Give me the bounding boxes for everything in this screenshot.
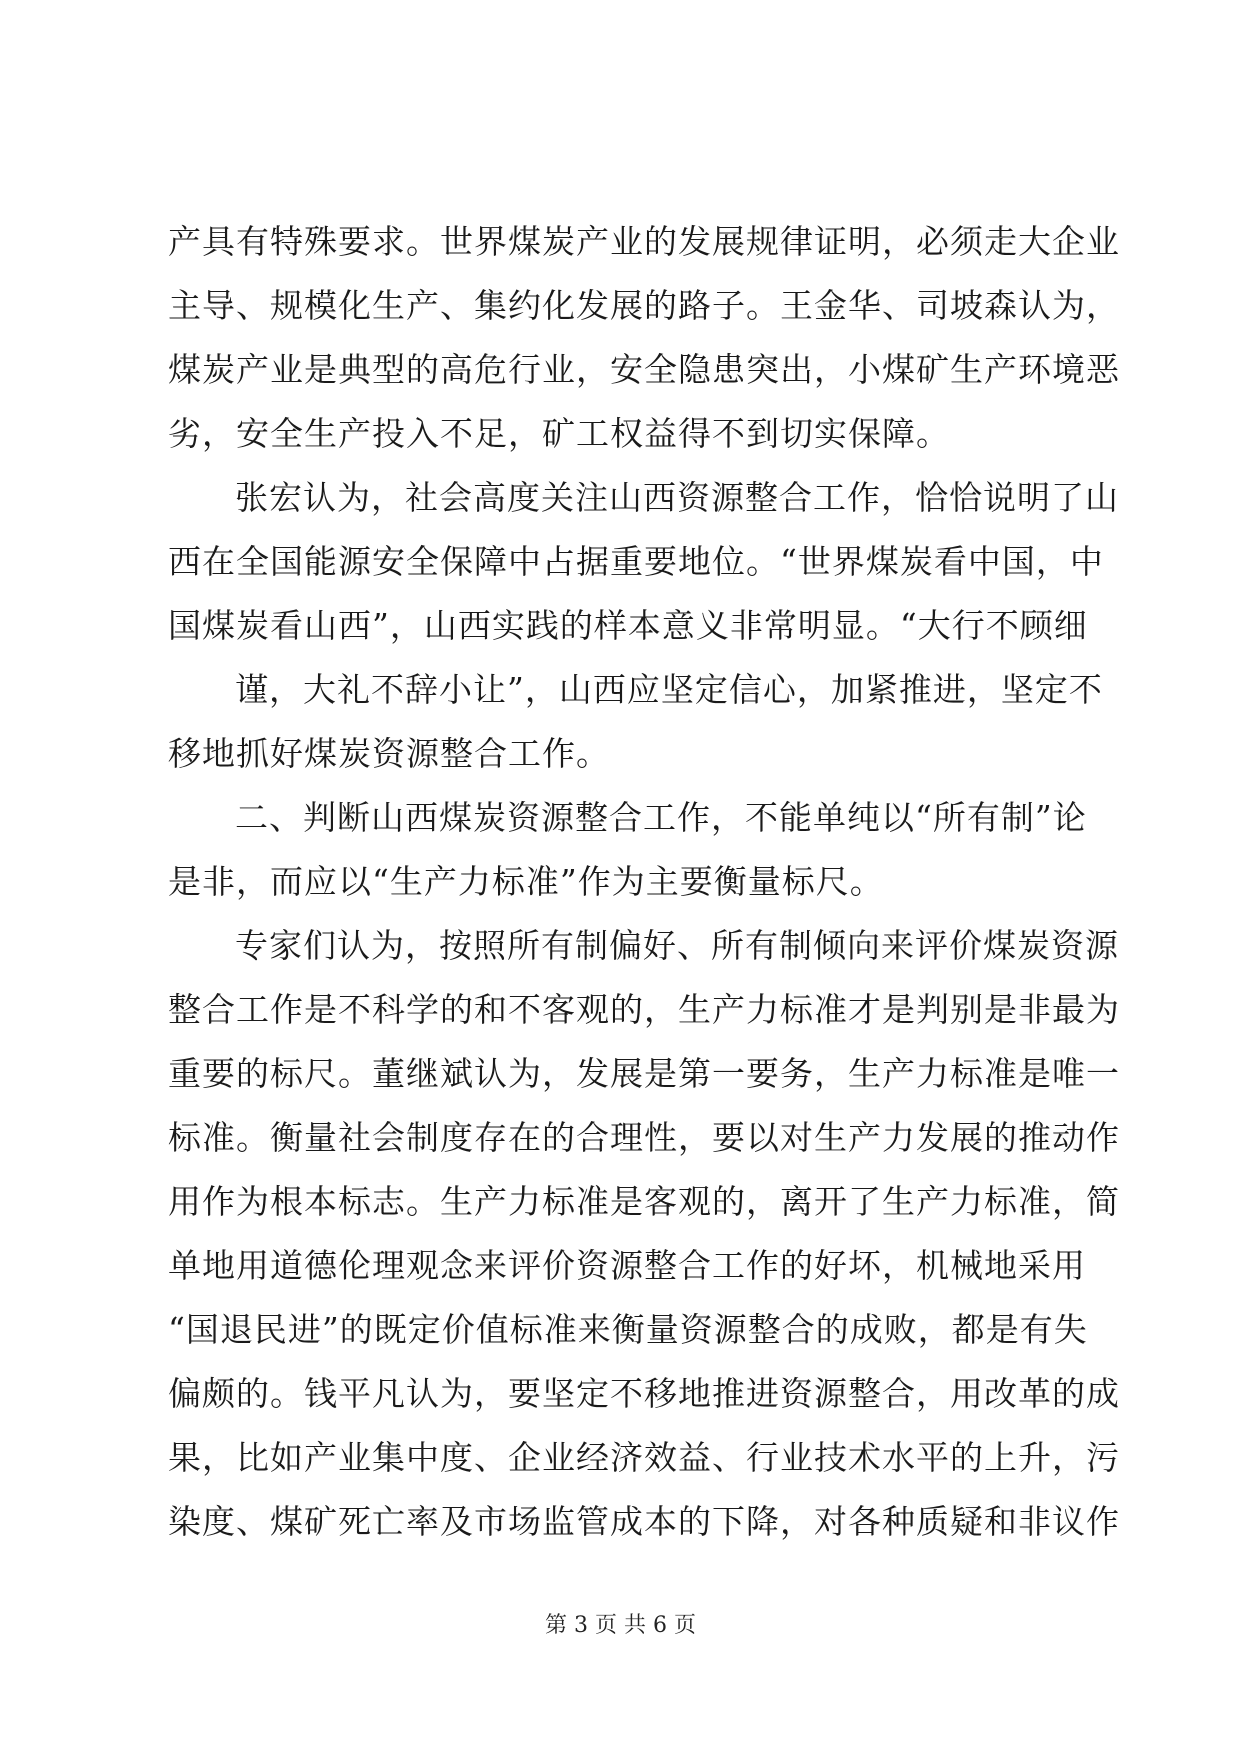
document-body (168, 210, 1120, 1554)
text-line: 主导、规模化生产、集约化发展的路子。王金华、司坡森认为， (168, 286, 1120, 325)
text-line: 单地用道德伦理观念来评价资源整合工作的好坏，机械地采用 (168, 1246, 1086, 1285)
paragraph-start-line: 张宏认为，社会高度关注山西资源整合工作，恰恰说明了山 (235, 478, 1119, 517)
text-line: 染度、煤矿死亡率及市场监管成本的下降，对各种质疑和非议作 (168, 1502, 1120, 1541)
text-line: 煤炭产业是典型的高危行业，安全隐患突出，小煤矿生产环境恶 (168, 350, 1120, 389)
text-line: 产具有特殊要求。世界煤炭产业的发展规律证明，必须走大企业 (168, 222, 1120, 261)
text-line: 用作为根本标志。生产力标准是客观的，离开了生产力标准，简 (168, 1182, 1120, 1221)
page-number-footer: 第 3 页 共 6 页 (545, 1613, 696, 1638)
text-line: 重要的标尺。董继斌认为，发展是第一要务，生产力标准是唯一 (168, 1054, 1120, 1093)
text-line: 谨，大礼不辞小让”，山西应坚定信心，加紧推进，坚定不 (235, 670, 1103, 709)
text-line: 劣，安全生产投入不足，矿工权益得不到切实保障。 (168, 414, 950, 453)
text-line: 移地抓好煤炭资源整合工作。 (168, 734, 610, 773)
paragraph-start-line: 专家们认为，按照所有制偏好、所有制倾向来评价煤炭资源 (235, 926, 1119, 965)
section-heading-line: 二、判断山西煤炭资源整合工作，不能单纯以“所有制”论 (235, 798, 1087, 837)
text-line: “国退民进”的既定价值标准来衡量资源整合的成败，都是有失 (168, 1310, 1088, 1349)
text-line: 果，比如产业集中度、企业经济效益、行业技术水平的上升，污 (168, 1438, 1120, 1477)
text-line: 偏颇的。钱平凡认为，要坚定不移地推进资源整合，用改革的成 (168, 1374, 1120, 1413)
text-line: 西在全国能源安全保障中占据重要地位。“世界煤炭看中国，中 (168, 542, 1104, 581)
text-line: 整合工作是不科学的和不客观的，生产力标准才是判别是非最为 (168, 990, 1120, 1029)
section-heading-line: 是非，而应以“生产力标准”作为主要衡量标尺。 (168, 862, 884, 901)
text-line: 标准。衡量社会制度存在的合理性，要以对生产力发展的推动作 (168, 1118, 1120, 1157)
text-line: 国煤炭看山西”，山西实践的样本意义非常明显。“大行不顾细 (168, 606, 1088, 645)
